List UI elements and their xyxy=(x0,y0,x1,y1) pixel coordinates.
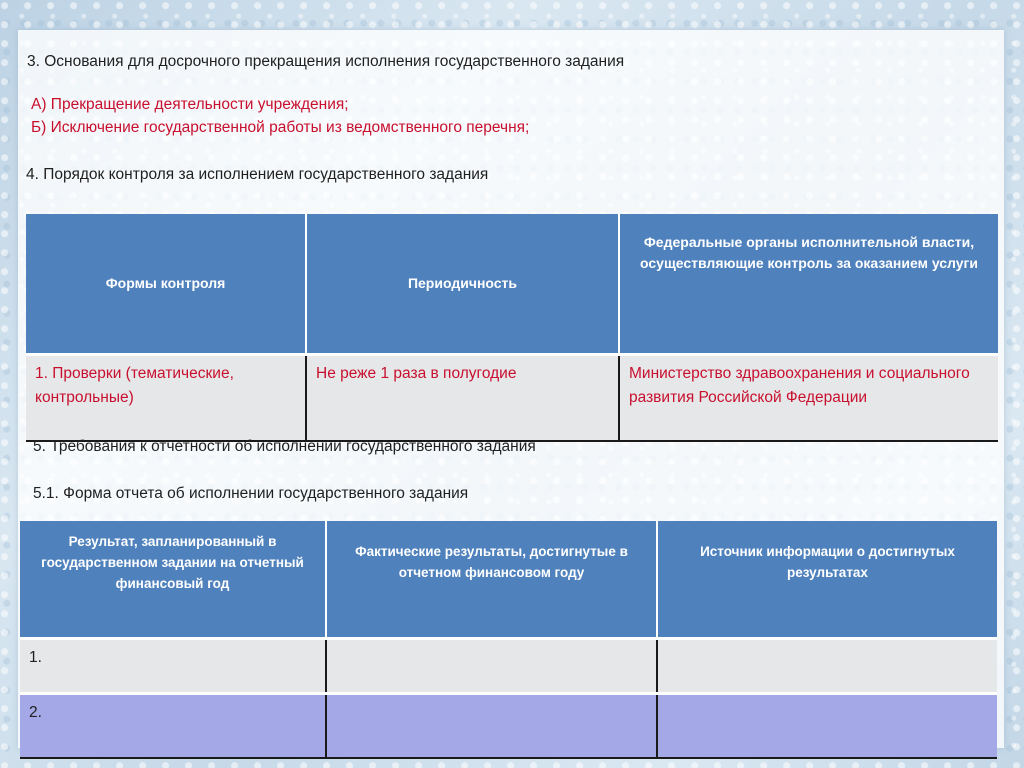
control-cell-authority: Министерство здравоохранения и социального развития Российской Федерации xyxy=(619,355,998,442)
section5-subheading: 5.1. Форма отчета об исполнении государственного задания xyxy=(33,485,469,502)
section4-heading: 4. Порядок контроля за исполнением государственного задания xyxy=(26,166,489,183)
report-header-planned: Результат, запланированный в государственном задании на отчетный финансовый год xyxy=(20,521,326,639)
control-header-authority: Федеральные органы исполнительной власти, осуществляющие контроль за оказанием услуги xyxy=(619,214,998,355)
report-cell-2-1: 2. xyxy=(20,694,326,759)
control-header-periodicity: Периодичность xyxy=(306,214,619,355)
report-table xyxy=(20,521,997,759)
table-row xyxy=(26,355,998,442)
control-table-header-row xyxy=(26,214,998,355)
control-cell-form: 1. Проверки (тематические, контрольные) xyxy=(26,355,306,442)
section5-heading: 5. Требования к отчетности об исполнении государственного задания xyxy=(33,438,536,455)
control-header-forms: Формы контроля xyxy=(26,214,306,355)
report-cell-1-1: 1. xyxy=(20,639,326,694)
section3-item-a: А) Прекращение деятельности учреждения; xyxy=(31,96,349,113)
control-table xyxy=(26,214,998,442)
report-cell-1-2 xyxy=(326,639,657,694)
report-cell-2-2 xyxy=(326,694,657,759)
report-header-actual: Фактические результаты, достигнутые в отчетном финансовом году xyxy=(326,521,657,639)
table-row xyxy=(20,694,997,759)
report-header-source: Источник информации о достигнутых результатах xyxy=(657,521,997,639)
report-cell-1-3 xyxy=(657,639,997,694)
control-cell-periodicity: Не реже 1 раза в полугодие xyxy=(306,355,619,442)
section3-heading: 3. Основания для досрочного прекращения исполнения государственного задания xyxy=(27,53,625,70)
table-row xyxy=(20,639,997,694)
report-table-header-row xyxy=(20,521,997,639)
report-cell-2-3 xyxy=(657,694,997,759)
section3-item-b: Б) Исключение государственной работы из ведомственного перечня; xyxy=(31,119,530,136)
